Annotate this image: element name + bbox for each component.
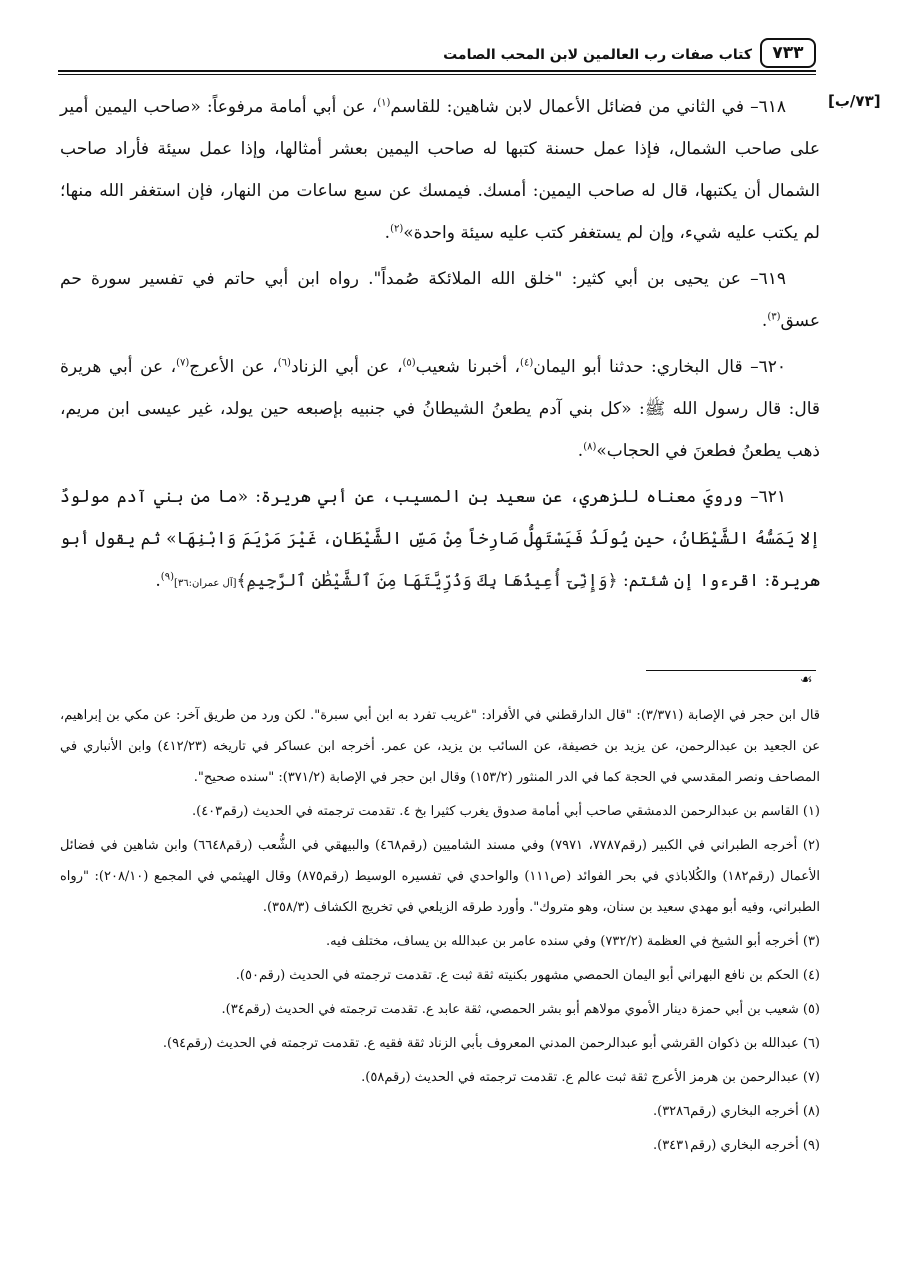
entry-620: ٦٢٠– قال البخاري: حدثنا أبو اليمان$^{(٤)}$، أخبرنا شعيب$^{(٥)}$، عن أبي الزناد$^{(٦)}$، عن الأعرج$^{(٧)}$، عن أبي هريرة قال: قال رسول الله ﷺ: «كل بني آدم يطعنُ الشيطانُ في جنبيه بإصبعه حين يولد، غير عيسى ابن مريم، ذهب يطعنُ فطعنَ في الحجاب»$^{(٨)}$. xyxy=(60,357,820,461)
entry-text: . xyxy=(577,441,584,461)
footnote-9: (٩) أخرجه البخاري (رقم٣٤٣١). xyxy=(652,1138,820,1153)
verse-reference: [آل عمران:٣٦] xyxy=(173,578,237,589)
footnote-3: (٣) أخرجه أبو الشيخ في العظمة (٧٣٢/٢) وفي سنده عامر بن عبدالله بن يساف، مختلف فيه. xyxy=(325,934,820,949)
entry-618: ٦١٨– في الثاني من فضائل الأعمال لابن شاهين: للقاسم$^{(١)}$، عن أبي أمامة مرفوعاً: «صاحب اليمين أمير على صاحب الشمال، فإذا عمل حسنة كتبها له صاحب اليمين بعشر أمثالها، وإذا عمل سيئة فأراد صاحب الشمال أن يكتبها، قال له صاحب اليمين: أمسك. فيمسك عن سبع ساعات من النهار، فإن استغفر الله منها؛ لم يكتب عليه شيء، وإن لم يستغفر كتب عليه سيئة واحدة»$^{(٢)}$. xyxy=(60,97,820,243)
footnote-ref[interactable]: (٢) xyxy=(390,223,404,235)
footnote-8: (٨) أخرجه البخاري (رقم٣٢٨٦). xyxy=(652,1104,820,1119)
entry-text: ، عن الأعرج xyxy=(189,357,278,377)
footnote-4: (٤) الحكم بن نافع البهراني أبو اليمان الحمصي مشهور بكنيته ثقة ثبت ع. تقدمت ترجمته في الحديث (رقم٥٠). xyxy=(235,968,820,983)
main-text xyxy=(60,86,820,609)
entry-number: ٦١٨ xyxy=(758,97,786,117)
entry-text: في الثاني من فضائل الأعمال لابن شاهين: للقاسم xyxy=(390,97,744,117)
entry-number: ٦١٩ xyxy=(758,269,787,289)
entry-text: ، عن أبي هريرة قال: قال رسول الله ﷺ: «كل بني آدم يطعنُ الشيطانُ في جنبيه بإصبعه حين يولد، غير عيسى ابن مريم، ذهب يطعنُ فطعنَ في الحجاب» xyxy=(60,357,820,461)
footnote-ref[interactable]: (١) xyxy=(377,97,391,109)
page-header xyxy=(58,38,816,74)
entry-text: . xyxy=(155,571,161,591)
footnote-ref[interactable]: (٩) xyxy=(160,571,174,583)
footnote-ref[interactable]: (٦) xyxy=(277,357,291,369)
entry-number: ٦٢١ xyxy=(758,487,787,507)
header-rule-thin xyxy=(58,74,816,75)
footnote-separator xyxy=(646,670,816,671)
entry-text: ورويَ معناه للزهري، عن سعيد بن المسيب، عن أبي هريرة: «ما من بني آدم مولودٌ إلا يَمَسُّهُ الشَّيْطَانُ، حين يُولَدُ فَيَسْتَهِلُّ صَارِخاً مِنْ مَسِّ الشَّيْطَانِ، غَيْرَ مَرْيَمَ وَابْنِهَا» ثم يقول أبو هريرة: اقرءوا إن شئتم: xyxy=(60,487,820,591)
entry-number: ٦٢٠ xyxy=(758,357,787,377)
footnote-continued: قال ابن حجر في الإصابة (٣/٣٧١): "قال الدارقطني في الأفراد: "غريب تفرد به ابن أبي سبرة". لكن ورد من طريق آخر: عن مكي بن إبراهيم، عن الجعيد بن عبدالرحمن، عن يزيد بن خصيفة، عن السائب بن يزيد، عن عمر. أخرجه ابن عساكر في تاريخه (٤١٢/٢٣) وابن الأنباري في المصاحف ونصر المقدسي في الحجة كما في الدر المنثور (١٥٣/٢) وقال ابن حجر في الإصابة (٣٧١/٢): "سنده صحيح". xyxy=(60,708,820,785)
manuscript-folio-marker: [٧٣/ب] xyxy=(828,92,881,110)
separator-ornament: ☙ xyxy=(800,672,813,688)
footnote-2: (٢) أخرجه الطبراني في الكبير (رقم٧٧٨٧، ٧٩٧١) وفي مسند الشاميين (رقم٤٦٨) والبيهقي في الشُّعب (رقم٦٦٤٨) وابن شاهين في فضائل الأعمال (رقم١٨٢) والكُلاباذي في بحر الفوائد (ص١١١) والواحدي في تفسيره الوسيط (رقم٨٧٥) وقال الهيثمي في المجمع (٢٠٨/١٠): "رواه الطبراني، وفيه أبو مهدي سعيد بن سنان، وهو متروك". وأورد طرقه الزيلعي في تخريج الكشاف (٣٥٨/٣). xyxy=(60,838,820,915)
entry-text: ، أخبرنا شعيب xyxy=(415,357,521,377)
book-title: كتاب صفات رب العالمين لابن المحب الصامت xyxy=(443,47,752,63)
footnote-5: (٥) شعيب بن أبي حمزة دينار الأموي مولاهم أبو بشر الحمصي، ثقة عابد ع. تقدمت ترجمته في الحديث (رقم٣٤). xyxy=(221,1002,820,1017)
entry-text: قال البخاري: حدثنا أبو اليمان xyxy=(533,357,743,377)
footnote-ref[interactable]: (٨) xyxy=(583,441,597,453)
footnote-ref[interactable]: (٥) xyxy=(402,357,416,369)
entry-text: . xyxy=(384,223,391,243)
footnote-1: (١) القاسم بن عبدالرحمن الدمشقي صاحب أبي أمامة صدوق يغرب كثيرا بخ ٤. تقدمت ترجمته في الحديث (رقم٤٠٣). xyxy=(191,804,820,819)
footnote-ref[interactable]: (٤) xyxy=(520,357,534,369)
footnote-ref[interactable]: (٧) xyxy=(176,357,190,369)
entry-text: عن يحيى بن أبي كثير: "خلق الله الملائكة صُمداً". رواه ابن أبي حاتم في تفسير سورة حم عسق xyxy=(60,269,820,331)
footnote-ref[interactable]: (٣) xyxy=(767,311,781,323)
footnotes xyxy=(60,700,820,1164)
entry-619: ٦١٩– عن يحيى بن أبي كثير: "خلق الله الملائكة صُمداً". رواه ابن أبي حاتم في تفسير سورة حم عسق$^{(٣)}$. xyxy=(60,269,820,331)
footnote-6: (٦) عبدالله بن ذكوان القرشي أبو عبدالرحمن المدني المعروف بأبي الزناد ثقة فقيه ع. تقدمت ترجمته في الحديث (رقم٩٤). xyxy=(162,1036,820,1051)
page-number: ٧٣٣ xyxy=(760,38,816,68)
entry-text: ، عن أبي الزناد xyxy=(290,357,403,377)
header-rule xyxy=(58,70,816,72)
footnote-7: (٧) عبدالرحمن بن هرمز الأعرج ثقة ثبت عالم ع. تقدمت ترجمته في الحديث (رقم٥٨). xyxy=(361,1070,820,1085)
entry-text: ، عن أبي أمامة مرفوعاً: «صاحب اليمين أمير على صاحب الشمال، فإذا عمل حسنة كتبها له صاحب اليمين بعشر أمثالها، وإذا عمل سيئة فأراد صاحب الشمال أن يكتبها، قال له صاحب اليمين: أمسك. فيمسك عن سبع ساعات من النهار، فإن استغفر الله منها؛ لم يكتب عليه شيء، وإن لم يستغفر كتب عليه سيئة واحدة» xyxy=(60,97,820,243)
entry-text: . xyxy=(761,311,768,331)
quran-verse: ﴿وَإِنِّىٓ أُعِيذُهَا بِكَ وَذُرِّيَّتَهَا مِنَ ٱلشَّيْطَٰنِ ٱلرَّجِيمِ﴾ xyxy=(236,571,618,591)
entry-621: ٦٢١– ورويَ معناه للزهري، عن سعيد بن المسيب، عن أبي هريرة: «ما من بني آدم مولودٌ إلا يَمَسُّهُ الشَّيْطَانُ، حين يُولَدُ فَيَسْتَهِلُّ صَارِخاً مِنْ مَسِّ الشَّيْطَانِ، غَيْرَ مَرْيَمَ وَابْنِهَا» ثم يقول أبو هريرة: اقرءوا إن شئتم: ﴿وَإِنِّىٓ أُعِيذُهَا بِكَ وَذُرِّيَّتَهَا مِنَ ٱلشَّيْطَٰنِ ٱلرَّجِيمِ﴾[آل عمران:٣٦]$^{(٩)}$. xyxy=(60,487,820,591)
